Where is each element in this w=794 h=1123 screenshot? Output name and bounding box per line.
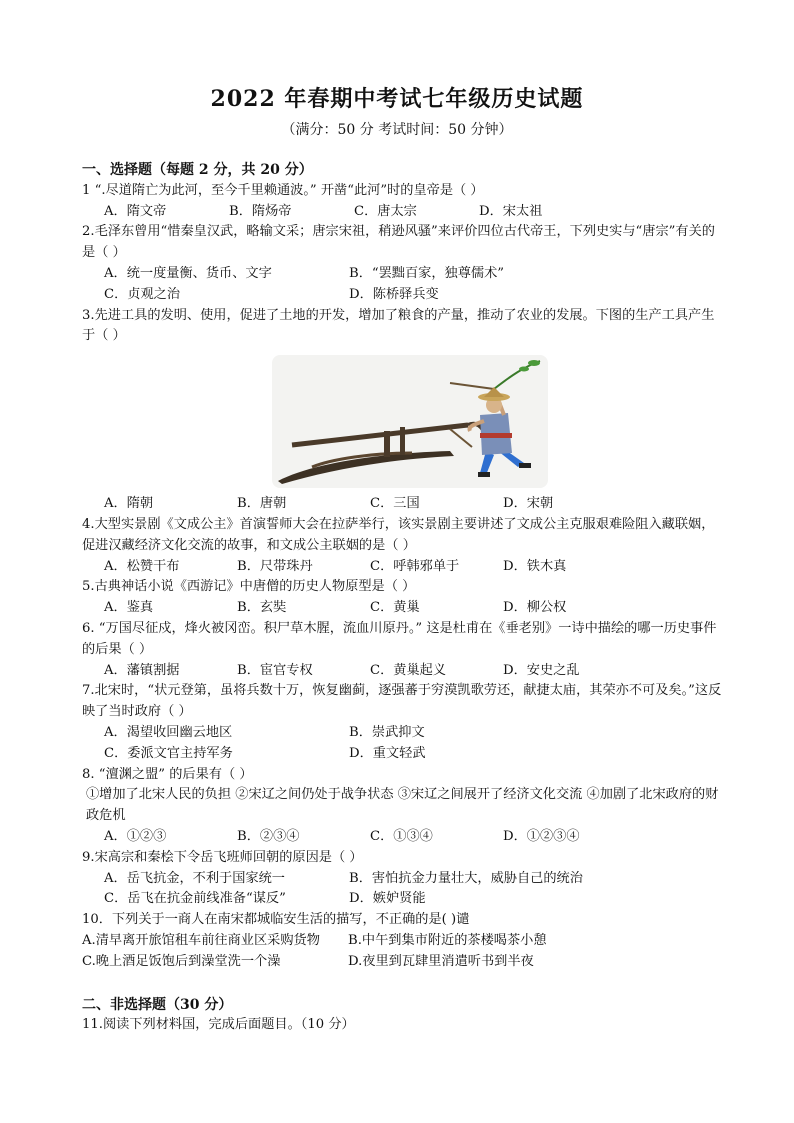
q7-option-a: A．渴望收回幽云地区 — [104, 724, 233, 740]
q5-option-a: A．鉴真 — [104, 600, 154, 616]
q7-option-b: B．崇武抑文 — [349, 724, 425, 740]
q2-option-b: B．“罢黜百家，独尊儒术” — [349, 265, 505, 281]
section-non-choice-heading: 二、非选择题（30 分） — [82, 996, 233, 1013]
q10-option-c: C.晚上酒足饭饱后到澡堂洗一个澡 — [82, 953, 281, 969]
q1-option-c: C．唐太宗 — [354, 203, 417, 219]
question-5-stem: 5.古典神话小说《西游记》中唐僧的历史人物原型是（ ） — [82, 579, 416, 595]
question-11-stem: 11.阅读下列材料国，完成后面题目。（10 分） — [82, 1017, 355, 1033]
question-1-options — [82, 202, 722, 223]
q3-option-d: D．宋朝 — [503, 496, 554, 512]
q8-option-a: A．①②③ — [104, 828, 167, 844]
q1-option-d: D．宋太祖 — [479, 203, 543, 219]
q9-option-d: D．嫉妒贤能 — [349, 891, 426, 907]
question-1-stem: 1 “.尽道隋亡为此河，至今千里赖通波。” 开凿“此河”时的皇帝是（ ） — [82, 182, 484, 198]
q10-option-b: B.中午到集市附近的茶楼喝茶小憩 — [348, 932, 547, 948]
q8-option-d: D．①②③④ — [503, 828, 580, 844]
q6-option-c: C．黄巢起义 — [370, 662, 447, 678]
question-9-options-row1 — [82, 869, 722, 890]
question-6-options — [82, 661, 722, 682]
question-10-options-row1 — [82, 931, 722, 952]
q4-option-b: B．尺带珠丹 — [237, 558, 313, 574]
question-4-stem: 4.大型实景剧《文成公主》首演誓师大会在拉萨举行，该实景剧主要讲述了文成公主克服艰难险阻入藏联姻，促进汉藏经济文化交流的故事，和文成公主联姻的是（ ） — [82, 516, 715, 553]
question-9-options-row2 — [82, 889, 722, 910]
q5-option-d: D．柳公权 — [503, 600, 567, 616]
q7-option-c: C．委派文官主持军务 — [104, 745, 233, 761]
question-8-statements: ①增加了北宋人民的负担 ②宋辽之间仍处于战争状态 ③宋辽之间展开了经济文化交流 ④加剧了北宋政府的财政危机 — [86, 787, 719, 824]
question-2-stem: 2.毛泽东曾用“惜秦皇汉武，略输文采；唐宗宋祖，稍逊风骚”来评价四位古代帝王，下列史实与“唐宗”有关的是（ ） — [82, 224, 715, 261]
q8-option-c: C．①③④ — [370, 828, 433, 844]
q1-option-a: A．隋文帝 — [104, 203, 167, 219]
question-3-options — [82, 494, 722, 515]
question-10-stem: 10．下列关于一商人在南宋都城临安生活的描写，不正确的是( )谴 — [82, 912, 470, 928]
question-10-options-row2 — [82, 952, 722, 973]
q2-option-c: C．贞观之治 — [104, 286, 181, 302]
question-2-options-row2 — [82, 285, 722, 306]
exam-body — [82, 160, 722, 1036]
question-8-options — [82, 827, 722, 848]
q8-option-b: B．②③④ — [237, 828, 300, 844]
q7-option-d: D．重文轻武 — [349, 745, 426, 761]
question-7-stem: 7.北宋时，“状元登第，虽将兵数十万，恢复幽蓟，逐强蕃于穷漠凯歌劳还，献捷太庙，其荣亦不可及矣。”这反映了当时政府（ ） — [82, 683, 722, 720]
question-9-stem: 9.宋高宗和秦桧下令岳飞班师回朝的原因是（ ） — [82, 849, 363, 865]
question-6-stem: 6. “万国尽征戍，烽火被冈峦。积尸草木腥，流血川原丹。” 这是杜甫在《垂老别》一诗中描绘的哪一历史事件的后果（ ） — [82, 620, 717, 657]
exam-info: （满分：50 分 考试时间：50 分钟） — [281, 122, 513, 138]
question-5-options — [82, 598, 722, 619]
plow-figure-svg — [272, 355, 548, 488]
question-3-stem: 3.先进工具的发明、使用，促进了土地的开发，增加了粮食的产量，推动了农业的发展。下图的生产工具产生于（ ） — [82, 307, 715, 344]
question-4-options — [82, 557, 722, 578]
q1-option-b: B．隋炀帝 — [229, 203, 292, 219]
q6-option-b: B．宦官专权 — [237, 662, 313, 678]
q10-option-d: D.夜里到瓦肆里消遣听书到半夜 — [348, 953, 534, 969]
q2-option-a: A．统一度量衡、货币、文字 — [104, 265, 272, 281]
question-2-options-row1 — [82, 264, 722, 285]
q10-option-a: A.清早离开旅馆租车前往商业区采购货物 — [82, 932, 320, 948]
q6-option-d: D．安史之乱 — [503, 662, 580, 678]
q6-option-a: A．藩镇割据 — [104, 662, 180, 678]
question-8-stem: 8. “澶渊之盟” 的后果有（ ） — [82, 766, 253, 782]
q9-option-a: A．岳飞抗金，不利于国家统一 — [104, 870, 285, 886]
plowing-farmer-illustration-icon — [272, 355, 548, 488]
question-7-options-row2 — [82, 744, 722, 765]
q9-option-b: B．害怕抗金力量壮大，威胁自己的统治 — [349, 870, 583, 886]
q9-option-c: C．岳飞在抗金前线准备“谋反” — [104, 891, 286, 907]
q4-option-d: D．铁木真 — [503, 558, 567, 574]
q3-option-c: C．三国 — [370, 496, 420, 512]
q5-option-c: C．黄巢 — [370, 600, 420, 616]
question-7-options-row1 — [82, 723, 722, 744]
page-title: 2022 年春期中考试七年级历史试题 — [210, 86, 584, 112]
q3-option-b: B．唐朝 — [237, 496, 287, 512]
q5-option-b: B．玄奘 — [237, 600, 287, 616]
section-choice-heading: 一、选择题（每题 2 分，共 20 分） — [82, 162, 313, 178]
q4-option-c: C．呼韩邪单于 — [370, 558, 460, 574]
q4-option-a: A．松赞干布 — [104, 558, 180, 574]
q3-option-a: A．隋朝 — [104, 496, 154, 512]
q2-option-d: D．陈桥驿兵变 — [349, 286, 439, 302]
